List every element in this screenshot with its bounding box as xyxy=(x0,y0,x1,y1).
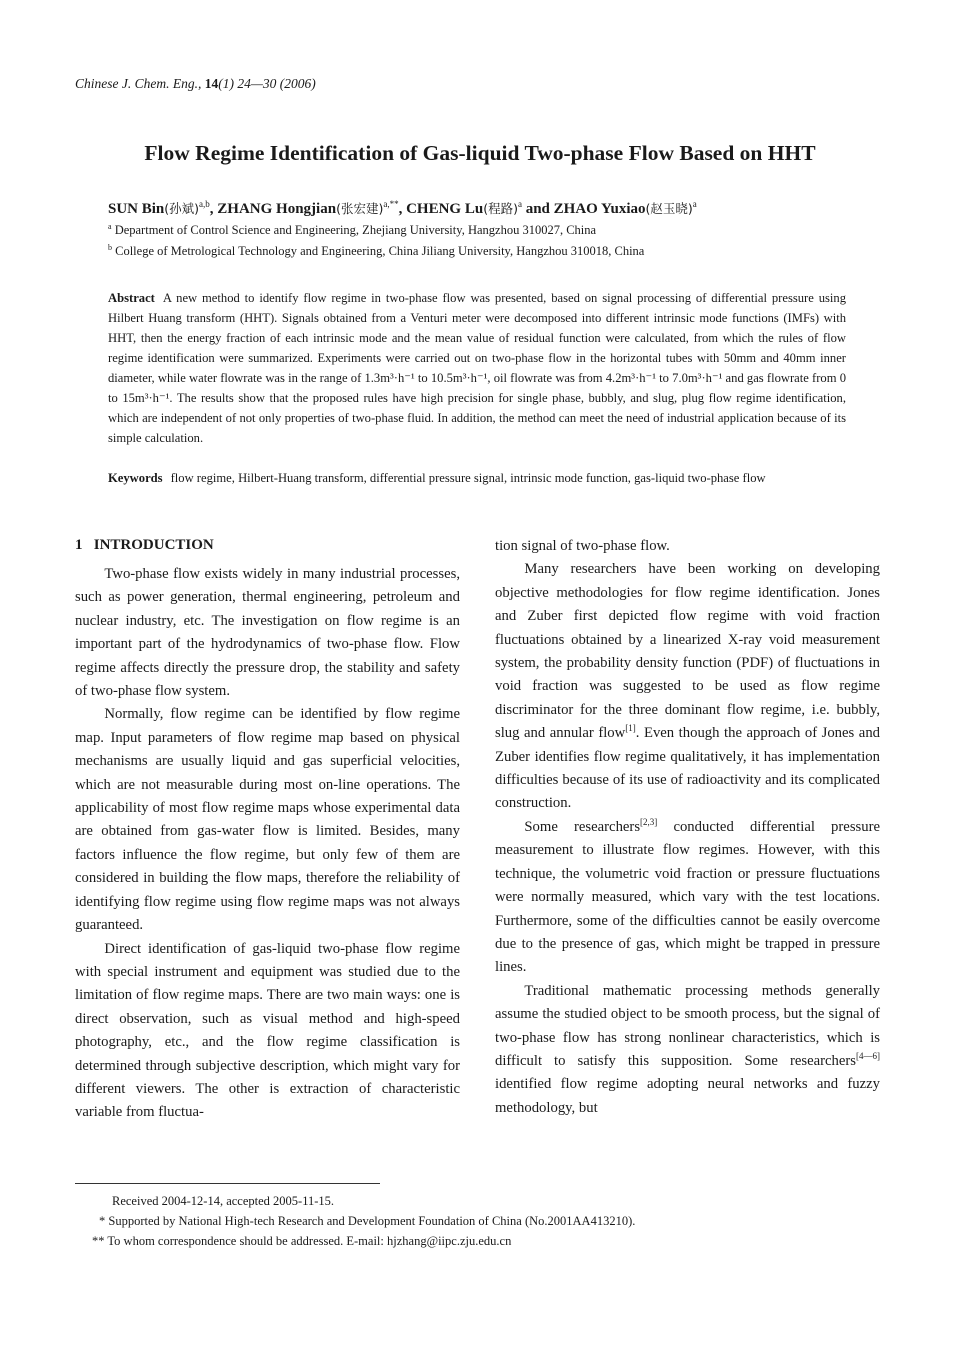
paper-title: Flow Regime Identification of Gas-liquid Two-phase Flow Based on HHT xyxy=(144,141,816,165)
affiliation-a xyxy=(108,222,596,238)
affiliation-text: Department of Control Science and Engineering, Zhejiang University, Hangzhou 310027, China xyxy=(114,223,597,238)
affiliation-mark: b xyxy=(108,243,112,252)
paragraph: Normally, flow regime can be identified by flow regime map. Input parameters of flow regime map based on physical mechanisms are usually liquid and gas superficial velocities, which are not measurable during most on-line operations. The applicability of most flow regime maps whose experimental data are obtained from gas-water flow is limited. Besides, many factors influence the flow regime, but only few of them are considered in building the flow maps, therefore the reliability of identifying flow regime using flow regime maps was not always guaranteed. xyxy=(75,706,460,934)
journal-volume: 14 xyxy=(204,76,219,91)
keywords-text: flow regime, Hilbert-Huang transform, differential pressure signal, intrinsic mode function, gas-liquid two-phase flow xyxy=(170,471,766,485)
paragraph: Two-phase flow exists widely in many industrial processes, such as power generation, thermal engineering, petroleum and nuclear industry, etc. The investigation on flow regime is an important part of the hydrodynamics of two-phase flow. Flow regime affects directly the pressure drop, the stability and safety of two-phase flow system. xyxy=(75,566,460,700)
section-number: 1 xyxy=(75,537,83,553)
abstract-text: A new method to identify flow regime in two-phase flow was presented, based on signal processing of differential pressure using Hilbert Huang transform (HHT). Signals obtained from a Venturi meter were decomposed into different intrinsic mode functions (IMFs) with HHT, then the energy fraction of each intrinsic mode and the mean value of residual function were calculated, from which the rules of flow regime identification were summarized. Experiments were carried out on two-phase flow in the horizontal tubes with 50mm and 40mm inner diameter, while water flowrate was in the range of 1.3m³·h⁻¹ to 10.5m³·h⁻¹, oil flowrate was from 4.2m³·h⁻¹ to 7.0m³·h⁻¹ and gas flowrate from 0 to 15m³·h⁻¹. The results show that the proposed rules have high precision for single phase, bubbly, and slug, plug flow regime identification, which are independent of not only properties of two-phase fluid. In addition, the method can meet the need of industrial application because of its simple calculation. xyxy=(108,291,846,445)
right-column xyxy=(495,535,880,1120)
paragraph xyxy=(495,816,880,980)
left-column xyxy=(75,563,460,1125)
section-heading xyxy=(75,537,214,554)
citation-link[interactable]: [2,3] xyxy=(640,816,658,827)
paragraph: Direct identification of gas-liquid two-phase flow regime with special instrument and equipment was studied due to the limitation of flow regime maps. There are two main ways: one is direct observation, such as visual method and high-speed photography, etc., and the flow regime classification is determined through subjective description, which might vary for different viewers. The other is extraction of characteristic variable from fluctua- xyxy=(75,940,460,1121)
footnote-received: Received 2004-12-14, accepted 2005-11-15. xyxy=(112,1194,335,1208)
author-separator: , xyxy=(209,201,218,217)
paragraph xyxy=(495,558,880,815)
paragraph xyxy=(495,980,880,1120)
paragraph-text: Some researchers xyxy=(524,818,641,835)
author-affiliation-mark: a xyxy=(692,199,697,209)
paragraph-text: Many researchers have been working on developing objective methodologies for flow regime identification. Jones and Zuber first depicted flow regime with void fraction fluctuations obtained by a linearized X-ray void measurement system, the probability density function (PDF) of fluctuations in void fraction was suggested to be used as flow regime discriminator for the three dominant flow regime, i.e. bubbly, slug and annular flow xyxy=(495,561,880,742)
citation-link[interactable]: [1] xyxy=(625,723,636,734)
paragraph: tion signal of two-phase flow. xyxy=(495,538,670,554)
affiliation-b xyxy=(108,243,644,259)
author-chinese-name: (程路) xyxy=(483,201,518,216)
author-chinese-name: (张宏建) xyxy=(336,201,384,216)
affiliation-text: College of Metrological Technology and Engineering, China Jiliang University, Hangzhou 310018, China xyxy=(115,244,645,259)
author-affiliation-mark: a xyxy=(517,199,522,209)
journal-citation xyxy=(75,76,316,92)
author-separator: and xyxy=(521,201,554,217)
journal-name: Chinese J. Chem. Eng., xyxy=(75,76,202,91)
footnote-divider xyxy=(75,1183,380,1184)
keywords-label: Keywords xyxy=(108,471,163,485)
paragraph-text: Traditional mathematic processing methods generally assume the studied object to be smooth process, but the signal of two-phase flow has strong nonlinear characteristics, which is difficult to satisfy this supposition. Some researchers xyxy=(495,982,880,1069)
author-affiliation-mark: a,b xyxy=(199,199,210,209)
footnote-correspondence: ** To whom correspondence should be addressed. E-mail: hjzhang@iipc.zju.edu.cn xyxy=(92,1234,512,1248)
paragraph-text: identified flow regime adopting neural networks and fuzzy methodology, but xyxy=(495,1076,880,1116)
author-affiliation-mark: a,** xyxy=(383,199,399,209)
author-list xyxy=(108,199,697,218)
abstract xyxy=(108,288,846,448)
affiliation-mark: a xyxy=(108,222,112,231)
author-name: ZHAO Yuxiao xyxy=(553,201,646,217)
author-name: ZHANG Hongjian xyxy=(217,201,337,217)
citation-link[interactable]: [4—6] xyxy=(856,1051,880,1062)
keywords xyxy=(108,468,846,488)
author-name: CHENG Lu xyxy=(406,201,484,217)
author-separator: , xyxy=(398,201,407,217)
paragraph-text: conducted differential pressure measurement to illustrate flow regimes. However, with this technique, the volumetric void fraction or pressure fluctuations were normally measured, which vary with the test locations. Furthermore, some of the difficulties cannot be easily overcome due to the presence of gas, which might be trapped in pressure lines. xyxy=(495,818,881,976)
section-title: INTRODUCTION xyxy=(93,537,214,553)
author-chinese-name: (孙斌) xyxy=(164,201,200,216)
author-name: SUN Bin xyxy=(108,201,165,217)
journal-issue-pages: (1) 24—30 (2006) xyxy=(218,76,316,91)
footnote-funding: * Supported by National High-tech Research and Development Foundation of China (No.2001AA413210). xyxy=(99,1214,636,1228)
author-chinese-name: (赵玉晓) xyxy=(645,201,693,216)
paragraph-text: . Even though the approach of Jones and Zuber identifies flow regime qualitatively, it has implementation difficulties because of its use of radioactivity and its complicated construction. xyxy=(495,725,881,812)
abstract-label: Abstract xyxy=(108,291,155,305)
